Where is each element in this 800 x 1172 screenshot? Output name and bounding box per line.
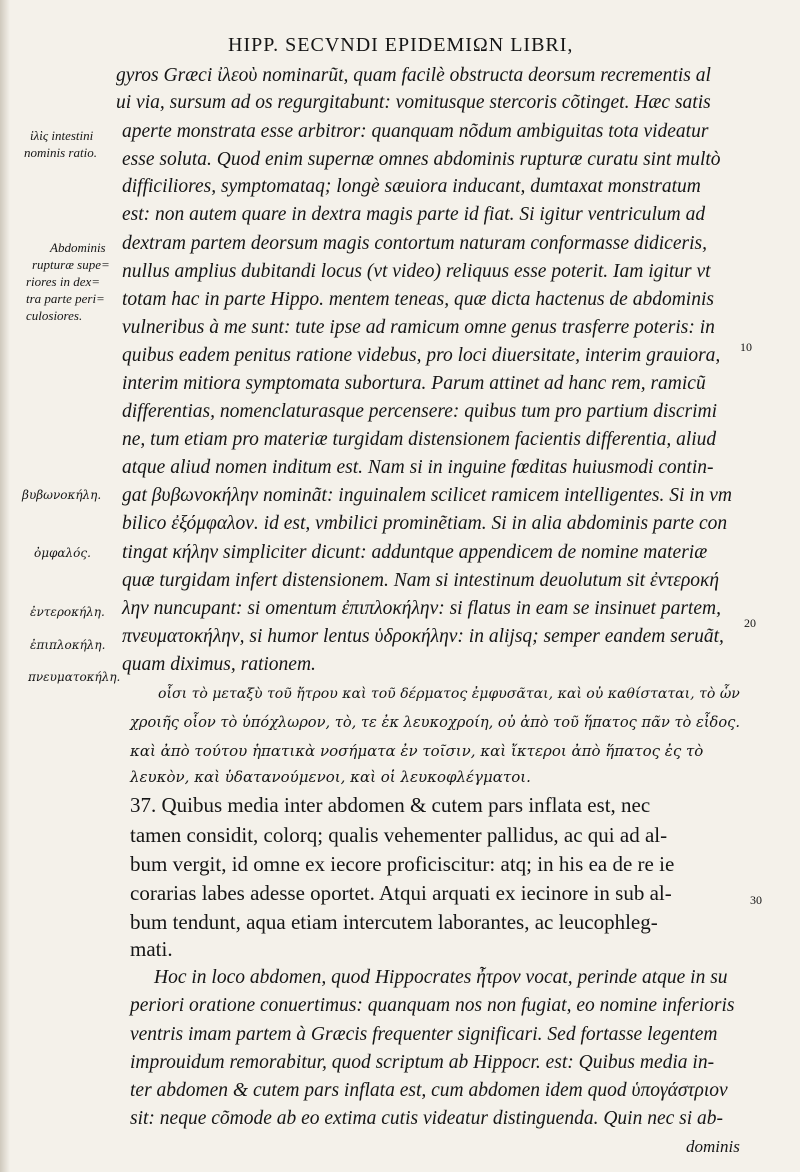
commentary-line: ventris imam partem à Græcis frequenter significari. Sed fortasse legentem [130, 1024, 718, 1045]
aphorism-line: bum tendunt, aqua etiam intercutem laborantes, ac leucophleg- [130, 910, 658, 934]
greek-text-line: χροιῆς οἷον τὸ ὑπόχλωρον, τὸ, τε ἐκ λευκοχροίη, οὐ ἀπὸ τοῦ ἥπατος πᾶν τὸ εἶδος. [130, 714, 740, 731]
commentary-line: esse soluta. Quod enim supernæ omnes abdominis rupturæ curatu sint multò [122, 149, 721, 170]
aphorism-line: bum vergit, id omne ex iecore proficiscitur: atq; in his ea de re ie [130, 852, 675, 876]
commentary-line: sit: neque cõmode ab eo extima cutis videatur distinguenda. Quin nec si ab- [130, 1108, 723, 1129]
margin-note-greek: ὀμφαλός. [34, 546, 91, 560]
margin-note: riores in dex= [26, 274, 101, 289]
margin-note: Abdominis [50, 240, 106, 255]
commentary-line: differentias, nomenclaturasque percensere: quibus tum pro partium discrimi [122, 401, 718, 422]
commentary-line: periori oratione conuertimus: quanquam nos non fugiat, eo nomine inferioris [130, 995, 735, 1016]
line-number: 30 [750, 893, 762, 907]
commentary-line: ne, tum etiam pro materiæ turgidam distensionem facientis differentia, aliud [122, 429, 717, 450]
commentary-line: gat βυβωνοκήλην nominãt: inguinalem scilicet ramicem intelligentes. Si in vm [122, 485, 733, 506]
commentary-line: interim mitiora symptomata subortura. Parum attinet ad hanc rem, ramicũ [122, 373, 706, 394]
commentary-line: ter abdomen & cutem pars inflata est, cum abdomen idem quod ὑπογάστριον [130, 1080, 728, 1101]
margin-note-greek: ἐντεροκήλη. [30, 605, 105, 619]
margin-note: culosiores. [26, 308, 83, 323]
commentary-line: quibus eadem penitus ratione videbus, pro loci diuersitate, interim grauiora, [122, 345, 721, 366]
margin-note: tra parte peri= [26, 291, 105, 306]
page-gutter-shadow [0, 0, 10, 1172]
commentary-line: gyros Græci ἰλεοὺ nominarũt, quam facilè obstructa deorsum recrementis al [116, 65, 711, 86]
commentary-line: quam diximus, rationem. [122, 654, 316, 675]
commentary-line: πνευματοκήλην, si humor lentus ὑδροκήλην: in alijsq; semper eandem seruãt, [122, 626, 724, 647]
margin-note-greek: πνευματοκήλη. [28, 670, 121, 684]
commentary-line: improuidum remorabitur, quod scriptum ab Hippocr. est: Quibus media in- [130, 1052, 715, 1073]
margin-note: rupturæ supe= [32, 257, 110, 272]
commentary-line: difficiliores, symptomataq; longè sæuiora inducant, dumtaxat monstratum [122, 176, 701, 197]
greek-text-line: οἷσι τὸ μεταξὺ τοῦ ἤτρου καὶ τοῦ δέρματος ἐμφυσᾶται, καὶ οὐ καθίσταται, τὸ ὧν [158, 686, 740, 702]
commentary-line: vulneribus à me sunt: tute ipse ad ramicum omne genus trasferre poteris: in [122, 317, 715, 338]
margin-note: nominis ratio. [24, 145, 97, 160]
greek-text-line: καὶ ἀπὸ τούτου ἡπατικὰ νοσήματα ἐν τοῖσιν, καὶ ἴκτεροι ἀπὸ ἥπατος ἐς τὸ [130, 742, 704, 760]
commentary-line: est: non autem quare in dextra magis parte id fiat. Si igitur ventriculum ad [122, 204, 706, 225]
aphorism-line: corarias labes adesse oportet. Atqui arquati ex iecinore in sub al- [130, 881, 672, 905]
line-number: 20 [744, 616, 756, 630]
running-head: HIPP. SECVNDI EPIDEMIΩN LIBRI, [228, 34, 574, 56]
commentary-line: atque aliud nomen inditum est. Nam si in inguine fœditas huiusmodi contin- [122, 457, 714, 478]
margin-note-greek: ἐπιπλοκήλη. [30, 638, 106, 652]
greek-text-line: λευκὸν, καὶ ὑδατανούμενοι, καὶ οἱ λευκοφλέγματοι. [130, 768, 531, 786]
commentary-line: λην nuncupant: si omentum ἐπιπλοκήλην: si flatus in eam se insinuet partem, [122, 598, 721, 619]
margin-note-greek: βυβωνοκήλη. [22, 488, 102, 502]
catchword: dominis [686, 1137, 740, 1156]
commentary-line: tingat κήλην simpliciter dicunt: adduntque appendicem de nomine materiæ [122, 542, 708, 563]
commentary-line: dextram partem deorsum magis contortum naturam conformasse didiceris, [122, 233, 707, 254]
line-number: 10 [740, 340, 752, 354]
commentary-line: nullus amplius dubitandi locus (vt video) reliquus esse poterit. Iam igitur vt [122, 261, 711, 282]
aphorism-line: tamen considit, colorq; qualis vehementer pallidus, ac qui ad al- [130, 823, 668, 847]
aphorism-line: 37. Quibus media inter abdomen & cutem pars inflata est, nec [130, 793, 651, 817]
commentary-line: quæ turgidam infert distensionem. Nam si intestinum deuolutum sit ἐντεροκή [122, 570, 720, 591]
commentary-line: Hoc in loco abdomen, quod Hippocrates ἦτρον vocat, perinde atque in su [154, 967, 728, 988]
commentary-line: bilico ἐξόμφαλον. id est, vmbilici prominẽtiam. Si in alia abdominis parte con [122, 513, 728, 534]
commentary-line: totam hac in parte Hippo. mentem teneas, quæ dicta hactenus de abdominis [122, 289, 714, 310]
margin-note: ἰλὶς intestini [30, 128, 94, 143]
aphorism-line: mati. [130, 937, 173, 961]
commentary-line: aperte monstrata esse arbitror: quanquam nõdum ambiguitas tota videatur [122, 121, 709, 142]
commentary-line: ui via, sursum ad os regurgitabunt: vomitusque stercoris cõtinget. Hæc satis [116, 92, 711, 113]
